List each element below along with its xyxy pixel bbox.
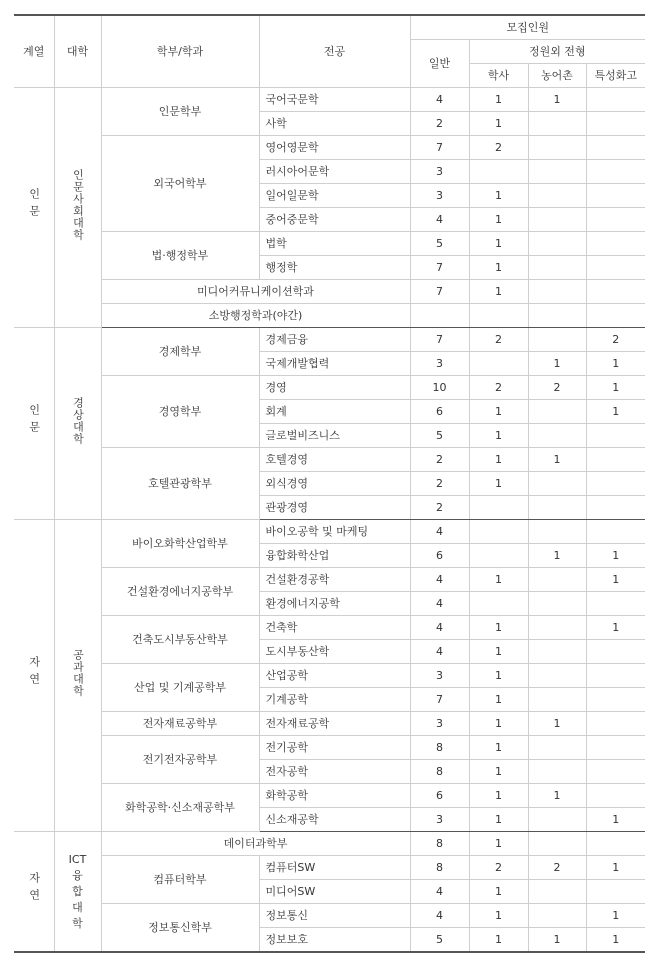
specialized-count-cell [586, 112, 645, 136]
specialized-count-cell [586, 88, 645, 112]
general-count-cell: 8 [410, 760, 469, 784]
header-bachelor: 학사 [469, 64, 528, 88]
table-row [14, 448, 645, 472]
major-cell: 국어국문학 [259, 88, 410, 112]
bachelor-count-cell: 1 [469, 208, 528, 232]
major-cell: 사학 [259, 112, 410, 136]
general-count-cell: 8 [410, 856, 469, 880]
college-label: 인문사회대학 [71, 169, 85, 241]
college-label: 공과대학 [71, 649, 85, 697]
specialized-count-cell [586, 160, 645, 184]
bachelor-count-cell: 1 [469, 256, 528, 280]
bachelor-count-cell: 1 [469, 904, 528, 928]
track-label: 자연 [27, 872, 41, 906]
general-count-cell: 4 [410, 520, 469, 544]
department-cell: 건축도시부동산학부 [101, 616, 259, 664]
major-cell: 기계공학 [259, 688, 410, 712]
rural-count-cell: 1 [528, 544, 586, 568]
rural-count-cell [528, 808, 586, 832]
college-label-line: 학 [72, 916, 83, 930]
department-cell: 전기전자공학부 [101, 736, 259, 784]
major-cell: 바이오공학 및 마케팅 [259, 520, 410, 544]
general-count-cell: 6 [410, 784, 469, 808]
general-count-cell: 5 [410, 424, 469, 448]
major-cell: 전자재료공학 [259, 712, 410, 736]
specialized-count-cell: 1 [586, 928, 645, 953]
bachelor-count-cell [469, 592, 528, 616]
major-cell: 융합화학산업 [259, 544, 410, 568]
specialized-count-cell [586, 832, 645, 856]
rural-count-cell: 1 [528, 448, 586, 472]
bachelor-count-cell: 1 [469, 784, 528, 808]
college-label-line: ICT [68, 852, 87, 866]
rural-count-cell [528, 664, 586, 688]
major-cell: 일어일문학 [259, 184, 410, 208]
rural-count-cell [528, 592, 586, 616]
specialized-count-cell [586, 472, 645, 496]
specialized-count-cell [586, 784, 645, 808]
table-row [14, 664, 645, 688]
rural-count-cell: 1 [528, 928, 586, 953]
header-department: 학부/학과 [101, 15, 259, 88]
general-count-cell: 3 [410, 160, 469, 184]
bachelor-count-cell: 1 [469, 280, 528, 304]
specialized-count-cell [586, 184, 645, 208]
general-count-cell: 4 [410, 904, 469, 928]
general-count-cell: 10 [410, 376, 469, 400]
bachelor-count-cell: 1 [469, 400, 528, 424]
rural-count-cell [528, 520, 586, 544]
bachelor-count-cell: 1 [469, 664, 528, 688]
specialized-count-cell: 1 [586, 376, 645, 400]
rural-count-cell [528, 736, 586, 760]
bachelor-count-cell: 1 [469, 760, 528, 784]
college-label [55, 852, 101, 932]
header-major: 전공 [259, 15, 410, 88]
specialized-count-cell [586, 664, 645, 688]
department-cell: 경제학부 [101, 328, 259, 376]
table-row [14, 280, 645, 304]
college-label-line: 합 [72, 884, 83, 898]
major-cell: 건축학 [259, 616, 410, 640]
bachelor-count-cell: 1 [469, 568, 528, 592]
rural-count-cell [528, 136, 586, 160]
general-count-cell: 5 [410, 928, 469, 953]
department-cell: 화학공학·신소재공학부 [101, 784, 259, 832]
general-count-cell: 2 [410, 112, 469, 136]
general-count-cell: 7 [410, 688, 469, 712]
department-cell: 외국어학부 [101, 136, 259, 232]
table-row [14, 88, 645, 112]
specialized-count-cell: 1 [586, 616, 645, 640]
rural-count-cell: 1 [528, 784, 586, 808]
specialized-count-cell: 2 [586, 328, 645, 352]
rural-count-cell [528, 400, 586, 424]
bachelor-count-cell [469, 352, 528, 376]
major-cell: 컴퓨터SW [259, 856, 410, 880]
track-cell [14, 832, 54, 953]
rural-count-cell [528, 640, 586, 664]
rural-count-cell [528, 424, 586, 448]
track-label: 자연 [27, 656, 41, 690]
bachelor-count-cell: 1 [469, 640, 528, 664]
table-row [14, 904, 645, 928]
rural-count-cell [528, 232, 586, 256]
bachelor-count-cell: 1 [469, 832, 528, 856]
department-cell: 건설환경에너지공학부 [101, 568, 259, 616]
general-count-cell: 3 [410, 712, 469, 736]
rural-count-cell [528, 160, 586, 184]
table-row [14, 304, 645, 328]
major-cell: 미디어SW [259, 880, 410, 904]
general-count-cell: 4 [410, 208, 469, 232]
bachelor-count-cell: 2 [469, 328, 528, 352]
general-count-cell: 8 [410, 832, 469, 856]
specialized-count-cell [586, 136, 645, 160]
major-cell: 중어중문학 [259, 208, 410, 232]
college-cell [54, 520, 101, 832]
specialized-count-cell [586, 232, 645, 256]
specialized-count-cell [586, 280, 645, 304]
header-recruit: 모집인원 [410, 15, 645, 40]
bachelor-count-cell: 1 [469, 712, 528, 736]
track-cell [14, 328, 54, 520]
general-count-cell: 2 [410, 496, 469, 520]
general-count-cell: 3 [410, 664, 469, 688]
table-row [14, 232, 645, 256]
major-cell: 영어영문학 [259, 136, 410, 160]
table-row [14, 328, 645, 352]
bachelor-count-cell: 1 [469, 448, 528, 472]
college-cell [54, 832, 101, 953]
general-count-cell: 2 [410, 448, 469, 472]
bachelor-count-cell [469, 496, 528, 520]
major-cell: 관광경영 [259, 496, 410, 520]
track-label: 인문 [27, 404, 41, 438]
rural-count-cell [528, 472, 586, 496]
specialized-count-cell [586, 592, 645, 616]
general-count-cell: 4 [410, 640, 469, 664]
rural-count-cell [528, 184, 586, 208]
department-cell: 데이터과학부 [101, 832, 410, 856]
table-row [14, 136, 645, 160]
general-count-cell: 3 [410, 184, 469, 208]
table-row [14, 568, 645, 592]
bachelor-count-cell [469, 544, 528, 568]
general-count-cell [410, 304, 469, 328]
major-cell: 법학 [259, 232, 410, 256]
general-count-cell: 3 [410, 808, 469, 832]
bachelor-count-cell: 1 [469, 184, 528, 208]
rural-count-cell [528, 112, 586, 136]
rural-count-cell [528, 904, 586, 928]
college-label: 경상대학 [71, 397, 85, 445]
table-row [14, 856, 645, 880]
major-cell: 정보보호 [259, 928, 410, 953]
header-track: 계열 [14, 15, 54, 88]
specialized-count-cell [586, 256, 645, 280]
major-cell: 경제금융 [259, 328, 410, 352]
bachelor-count-cell: 1 [469, 424, 528, 448]
specialized-count-cell: 1 [586, 352, 645, 376]
header-special: 정원외 전형 [469, 40, 645, 64]
bachelor-count-cell: 1 [469, 808, 528, 832]
department-cell: 법·행정학부 [101, 232, 259, 280]
department-cell: 컴퓨터학부 [101, 856, 259, 904]
bachelor-count-cell: 1 [469, 472, 528, 496]
rural-count-cell [528, 496, 586, 520]
specialized-count-cell [586, 304, 645, 328]
department-cell: 전자재료공학부 [101, 712, 259, 736]
bachelor-count-cell: 1 [469, 736, 528, 760]
general-count-cell: 2 [410, 472, 469, 496]
general-count-cell: 4 [410, 592, 469, 616]
major-cell: 회계 [259, 400, 410, 424]
rural-count-cell [528, 688, 586, 712]
general-count-cell: 5 [410, 232, 469, 256]
bachelor-count-cell: 1 [469, 112, 528, 136]
specialized-count-cell [586, 880, 645, 904]
rural-count-cell: 2 [528, 856, 586, 880]
track-cell [14, 520, 54, 832]
rural-count-cell [528, 256, 586, 280]
major-cell: 환경에너지공학 [259, 592, 410, 616]
table-row [14, 736, 645, 760]
rural-count-cell: 2 [528, 376, 586, 400]
bachelor-count-cell [469, 160, 528, 184]
rural-count-cell [528, 208, 586, 232]
rural-count-cell [528, 880, 586, 904]
rural-count-cell: 1 [528, 712, 586, 736]
major-cell: 외식경영 [259, 472, 410, 496]
major-cell: 전자공학 [259, 760, 410, 784]
specialized-count-cell [586, 496, 645, 520]
header-college: 대학 [54, 15, 101, 88]
specialized-count-cell: 1 [586, 568, 645, 592]
specialized-count-cell [586, 640, 645, 664]
general-count-cell: 7 [410, 280, 469, 304]
bachelor-count-cell: 2 [469, 376, 528, 400]
major-cell: 국제개발협력 [259, 352, 410, 376]
major-cell: 글로벌비즈니스 [259, 424, 410, 448]
admissions-table-container [14, 14, 645, 953]
admissions-table [14, 14, 645, 953]
general-count-cell: 6 [410, 544, 469, 568]
specialized-count-cell [586, 424, 645, 448]
table-row [14, 712, 645, 736]
general-count-cell: 4 [410, 88, 469, 112]
major-cell: 산업공학 [259, 664, 410, 688]
rural-count-cell [528, 832, 586, 856]
rural-count-cell [528, 304, 586, 328]
major-cell: 호텔경영 [259, 448, 410, 472]
general-count-cell: 6 [410, 400, 469, 424]
general-count-cell: 7 [410, 136, 469, 160]
department-cell: 호텔관광학부 [101, 448, 259, 520]
general-count-cell: 4 [410, 616, 469, 640]
department-cell: 산업 및 기계공학부 [101, 664, 259, 712]
specialized-count-cell [586, 712, 645, 736]
table-row [14, 616, 645, 640]
bachelor-count-cell [469, 304, 528, 328]
specialized-count-cell: 1 [586, 400, 645, 424]
general-count-cell: 3 [410, 352, 469, 376]
major-cell: 화학공학 [259, 784, 410, 808]
rural-count-cell: 1 [528, 352, 586, 376]
major-cell: 신소재공학 [259, 808, 410, 832]
table-body [14, 88, 645, 953]
general-count-cell: 7 [410, 256, 469, 280]
bachelor-count-cell: 1 [469, 616, 528, 640]
specialized-count-cell: 1 [586, 856, 645, 880]
bachelor-count-cell [469, 520, 528, 544]
table-row [14, 376, 645, 400]
track-cell [14, 88, 54, 328]
bachelor-count-cell: 1 [469, 880, 528, 904]
department-cell: 경영학부 [101, 376, 259, 448]
general-count-cell: 4 [410, 880, 469, 904]
header-rural: 농어촌 [528, 64, 586, 88]
department-cell: 정보통신학부 [101, 904, 259, 953]
major-cell: 전기공학 [259, 736, 410, 760]
rural-count-cell: 1 [528, 88, 586, 112]
track-label: 인문 [27, 188, 41, 222]
department-cell: 소방행정학과(야간) [101, 304, 410, 328]
specialized-count-cell [586, 208, 645, 232]
header-general: 일반 [410, 40, 469, 88]
table-row [14, 784, 645, 808]
rural-count-cell [528, 760, 586, 784]
major-cell: 정보통신 [259, 904, 410, 928]
department-cell: 인문학부 [101, 88, 259, 136]
rural-count-cell [528, 328, 586, 352]
major-cell: 도시부동산학 [259, 640, 410, 664]
specialized-count-cell [586, 760, 645, 784]
general-count-cell: 8 [410, 736, 469, 760]
college-label-line: 대 [72, 900, 83, 914]
specialized-count-cell [586, 448, 645, 472]
general-count-cell: 7 [410, 328, 469, 352]
specialized-count-cell [586, 736, 645, 760]
bachelor-count-cell: 1 [469, 688, 528, 712]
header-specialized: 특성화고 [586, 64, 645, 88]
specialized-count-cell: 1 [586, 544, 645, 568]
rural-count-cell [528, 280, 586, 304]
major-cell: 행정학 [259, 256, 410, 280]
department-cell: 바이오화학산업학부 [101, 520, 259, 568]
major-cell: 경영 [259, 376, 410, 400]
college-cell [54, 328, 101, 520]
bachelor-count-cell: 2 [469, 856, 528, 880]
bachelor-count-cell: 2 [469, 136, 528, 160]
specialized-count-cell: 1 [586, 808, 645, 832]
college-label-line: 융 [72, 868, 83, 882]
bachelor-count-cell: 1 [469, 232, 528, 256]
rural-count-cell [528, 568, 586, 592]
general-count-cell: 4 [410, 568, 469, 592]
rural-count-cell [528, 616, 586, 640]
specialized-count-cell [586, 688, 645, 712]
table-header [14, 15, 645, 88]
college-cell [54, 88, 101, 328]
department-cell: 미디어커뮤니케이션학과 [101, 280, 410, 304]
specialized-count-cell [586, 520, 645, 544]
table-row [14, 832, 645, 856]
specialized-count-cell: 1 [586, 904, 645, 928]
major-cell: 건설환경공학 [259, 568, 410, 592]
major-cell: 러시아어문학 [259, 160, 410, 184]
bachelor-count-cell: 1 [469, 88, 528, 112]
table-row [14, 520, 645, 544]
bachelor-count-cell: 1 [469, 928, 528, 953]
